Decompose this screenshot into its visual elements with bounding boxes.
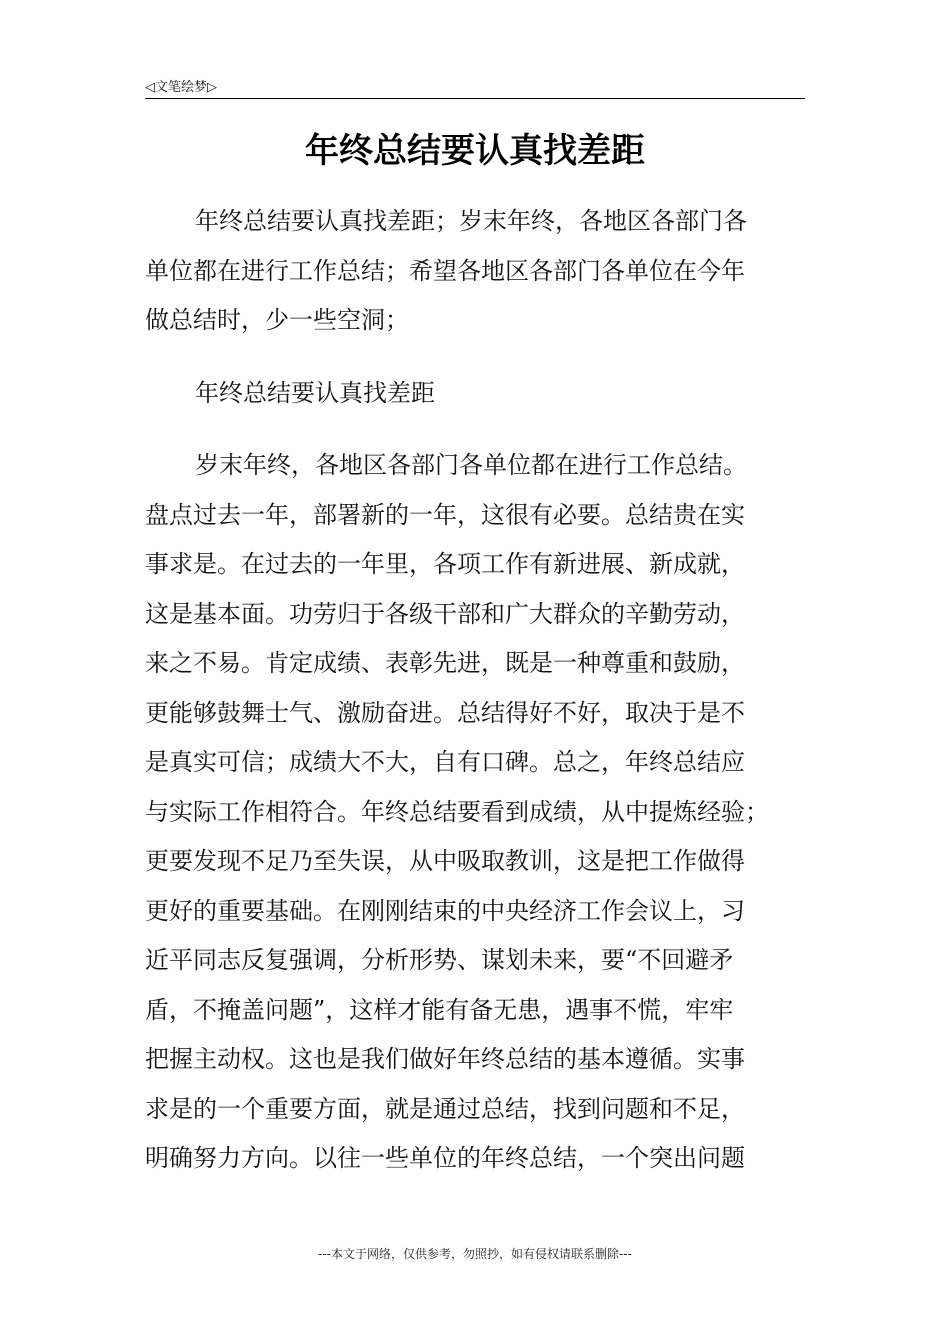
paragraph-line: 把握主动权。这也是我们做好年终总结的基本遵循。实事 (145, 1045, 745, 1073)
paragraph-line: 这是基本面。功劳归于各级干部和广大群众的辛勤劳动， (145, 599, 745, 628)
paragraph-line: 近平同志反复强调，分析形势、谋划未来，要“不回避矛 (145, 946, 734, 974)
paragraph-intro (145, 197, 810, 346)
section-heading (145, 369, 810, 419)
paragraph-line: 事求是。在过去的一年里，各项工作有新进展、新成就， (145, 550, 745, 578)
paragraph-line: 做总结时，少一些空洞； (145, 306, 409, 334)
paragraph-line: 是真实可信；成绩大不大，自有口碑。总之，年终总结应 (145, 748, 745, 776)
paragraph-line: 更好的重要基础。在刚刚结束的中央经济工作会议上，习 (145, 896, 745, 925)
paragraph-line: 年终总结要认真找差距 (195, 379, 435, 407)
paragraph-line: 单位都在进行工作总结；希望各地区各部门各单位在今年 (145, 256, 745, 285)
page-header (145, 74, 805, 99)
paragraph-line: 年终总结要认真找差距；岁末年终，各地区各部门各 (195, 207, 747, 235)
paragraph-line: 来之不易。肯定成绩、表彰先进，既是一种尊重和鼓励， (145, 649, 745, 677)
page-footer: ---本文于网络，仅供参考，勿照抄，如有侵权请联系删除--- (318, 1247, 632, 1261)
header-logo-text: ◁文笔绘梦▷ (145, 80, 217, 95)
paragraph-line: 岁末年终，各地区各部门各单位都在进行工作总结。 (195, 451, 747, 479)
paragraph-line: 求是的一个重要方面，就是通过总结，找到问题和不足， (145, 1094, 745, 1123)
paragraph-line: 明确努力方向。以往一些单位的年终总结，一个突出问题 (145, 1144, 745, 1172)
paragraph-line: 盾，不掩盖问题”，这样才能有备无患，遇事不慌，牢牢 (145, 995, 734, 1024)
paragraph-line: 更要发现不足乃至失误，从中吸取教训，这是把工作做得 (145, 847, 745, 875)
document-title: 年终总结要认真找差距 (305, 131, 645, 171)
paragraph-line: 与实际工作相符合。年终总结要看到成绩，从中提炼经验； (145, 797, 769, 826)
paragraph-line: 更能够鼓舞士气、激励奋进。总结得好不好，取决于是不 (145, 698, 745, 727)
paragraph-line: 盘点过去一年，部署新的一年，这很有必要。总结贵在实 (145, 500, 745, 529)
paragraph-body (145, 441, 810, 1184)
